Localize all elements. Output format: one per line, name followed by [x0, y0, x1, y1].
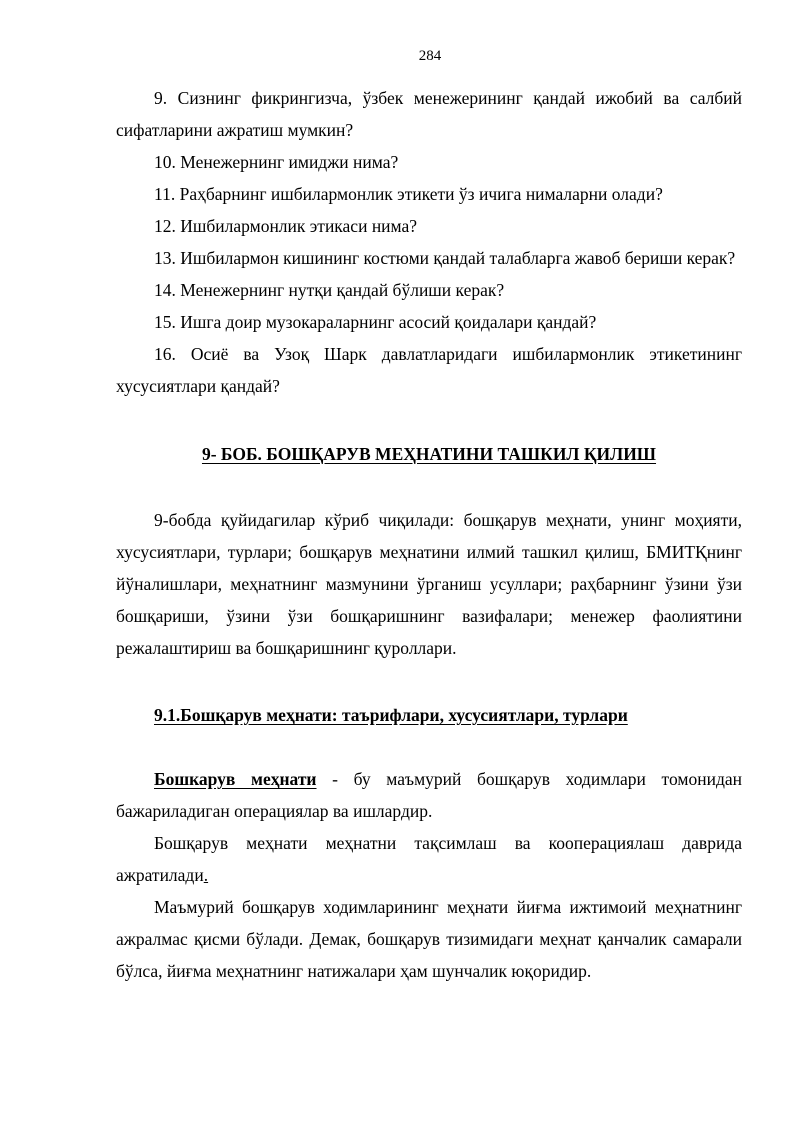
question-16: 16. Осиё ва Узоқ Шарк давлатларидаги ишбилармонлик этикетининг хусусиятлари қандай? [116, 344, 742, 396]
chapter-title: 9- БОБ. БОШҚАРУВ МЕҲНАТИНИ ТАШКИЛ ҚИЛИШ [201, 444, 657, 464]
defined-term: Бошкарув меҳнати [154, 769, 317, 789]
section-body [116, 763, 742, 987]
definition-text: - бу маъмурий бошқарув ходимлари томонидан бажариладиган операциялар ва ишлардир. [116, 769, 742, 821]
question-10: 10. Менежернинг имиджи нима? [154, 152, 399, 172]
division-period: . [203, 865, 209, 885]
division-paragraph [116, 827, 742, 891]
question-11: 11. Раҳбарнинг ишбилармонлик этикети ўз ичига нималарни олади? [154, 184, 663, 204]
review-questions [116, 82, 742, 402]
division-text: Бошқарув меҳнати меҳнатни тақсимлаш ва кооперациялаш даврида ажратилади [116, 833, 742, 885]
question-9: 9. Сизнинг фикрингизча, ўзбек менежерининг қандай ижобий ва салбий сифатларини ажратиш мумкин? [116, 88, 742, 140]
page-number: 284 [418, 48, 442, 64]
admin-labor-paragraph: Маъмурий бошқарув ходимларининг меҳнати йиғма ижтимоий меҳнатнинг ажралмас қисми бўлади. Демак, бошқарув тизимидаги меҳнат қанчалик самарали бўлса, йиғма меҳнатнинг натижалари ҳам шунчалик юқоридир. [116, 897, 742, 981]
section-title: 9.1.Бошқарув меҳнати: таърифлари, хусусиятлари, турлари [154, 705, 628, 725]
question-12: 12. Ишбилармонлик этикаси нима? [154, 216, 418, 236]
question-14: 14. Менежернинг нутқи қандай бўлиши керак? [154, 280, 505, 300]
definition-paragraph [116, 763, 742, 827]
chapter-intro [116, 504, 742, 664]
intro-paragraph: 9-бобда қуйидагилар кўриб чиқилади: бошқарув меҳнати, унинг моҳияти, хусусиятлари, турлари; бошқарув меҳнатини илмий ташкил қилиш, БМИТҚнинг йўналишлари, меҳнатнинг мазмунини ўрганиш усуллари; раҳбарнинг ўзини ўзи бошқариши, ўзини ўзи бошқаришнинг вазифалари; менежер фаолиятини режалаштириш ва бошқаришнинг қуроллари. [116, 510, 742, 658]
question-13: 13. Ишбилармон кишининг костюми қандай талабларга жавоб бериши керак? [154, 248, 736, 268]
question-15: 15. Ишга доир музокараларнинг асосий қоидалари қандай? [154, 312, 597, 332]
